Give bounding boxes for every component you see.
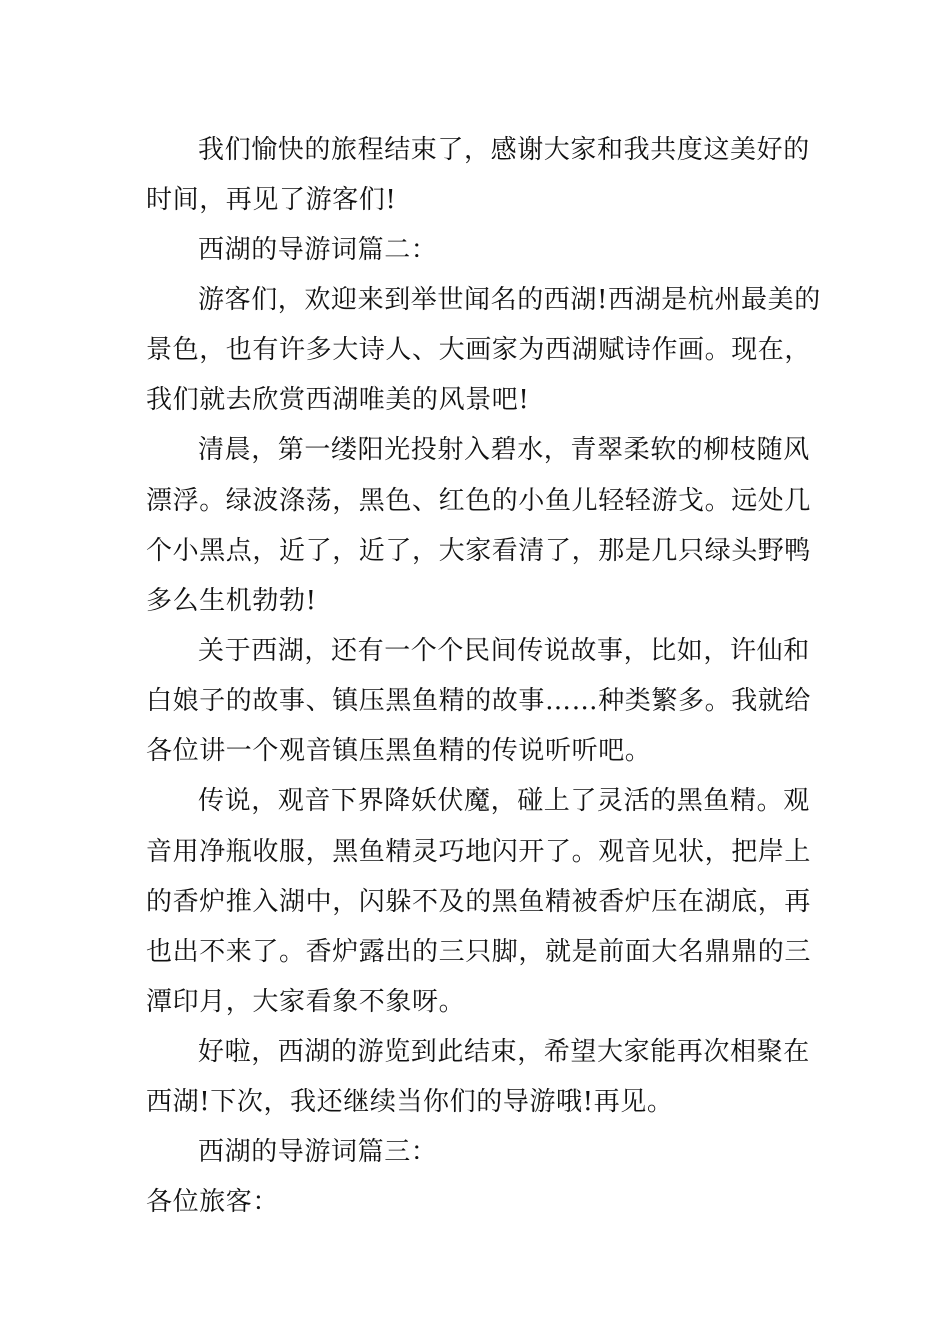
text-line: 潭印月，大家看象不象呀。	[146, 987, 466, 1017]
text-line: 清晨，第一缕阳光投射入碧水，青翠柔软的柳枝随风	[198, 435, 810, 465]
text-line: 我们就去欣赏西湖唯美的风景吧!	[146, 385, 530, 415]
text-line: 我们愉快的旅程结束了，感谢大家和我共度这美好的	[198, 135, 810, 165]
text-line: 也出不来了。香炉露出的三只脚，就是前面大名鼎鼎的三	[146, 937, 812, 967]
section-heading: 西湖的导游词篇二：	[198, 235, 438, 265]
text-line: 的香炉推入湖中，闪躲不及的黑鱼精被香炉压在湖底，再	[146, 887, 812, 917]
text-line: 传说，观音下界降妖伏魔，碰上了灵活的黑鱼精。观	[198, 786, 810, 816]
text-line: 漂浮。绿波涤荡，黑色、红色的小鱼儿轻轻游戈。远处几	[146, 486, 812, 516]
text-line: 时间，再见了游客们!	[146, 185, 397, 215]
text-line: 个小黑点，近了，近了，大家看清了，那是几只绿头野鸭	[146, 536, 812, 566]
text-line: 好啦，西湖的游览到此结束，希望大家能再次相聚在	[198, 1037, 810, 1067]
section-heading: 西湖的导游词篇三：	[198, 1137, 438, 1167]
text-line: 各位讲一个观音镇压黑鱼精的传说听听吧。	[146, 736, 652, 766]
text-line: 景色，也有许多大诗人、大画家为西湖赋诗作画。现在，	[146, 335, 812, 365]
text-line: 关于西湖，还有一个个民间传说故事，比如，许仙和	[198, 636, 810, 666]
text-line: 游客们，欢迎来到举世闻名的西湖!西湖是杭州最美的	[198, 285, 821, 315]
text-line: 各位旅客：	[146, 1187, 280, 1217]
text-line: 音用净瓶收服，黑鱼精灵巧地闪开了。观音见状，把岸上	[146, 837, 812, 867]
text-line: 西湖!下次，我还继续当你们的导游哦!再见。	[146, 1087, 674, 1117]
text-line: 白娘子的故事、镇压黑鱼精的故事……种类繁多。我就给	[146, 686, 812, 716]
text-line: 多么生机勃勃!	[146, 586, 317, 616]
